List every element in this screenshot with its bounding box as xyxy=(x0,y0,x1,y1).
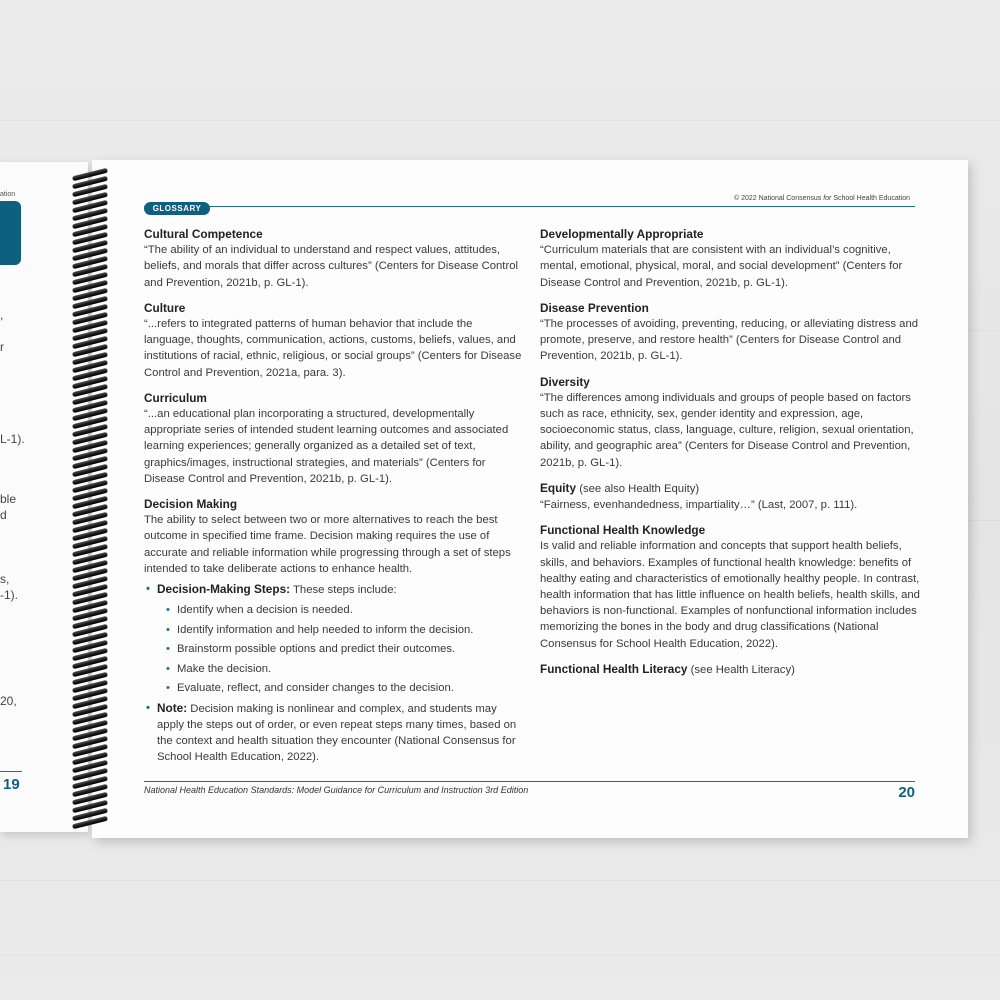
list-item: • Identify when a decision is needed. xyxy=(157,602,522,618)
glossary-page xyxy=(92,160,968,838)
glossary-column-left xyxy=(144,226,522,775)
list-item: • Make the decision. xyxy=(157,661,522,677)
left-page-text-fragment: d xyxy=(0,508,7,522)
glossary-entry xyxy=(144,390,522,487)
glossary-definition: “...an educational plan incorporating a structured, developmentally appropriate series of intended student learning outcomes and associated learning experiences; generally organized as a detailed set of text, graphics/images, instructional strategies, and materials” (Centers for Disease Control and Prevention, 2021b, p. GL-1). xyxy=(144,408,509,485)
glossary-term: Decision Making xyxy=(144,497,238,512)
glossary-definition: “The ability of an individual to understand and respect values, attitudes, beliefs, and morals that differ across cultures” (Centers for Disease Control and Prevention, 2021b, p. GL-1). xyxy=(144,244,518,289)
decision-steps-item xyxy=(144,581,522,696)
glossary-definition: The ability to select between two or more alternatives to reach the best outcome in specified time frame. Decision making requires the use of accurate and reliable information while progressing through a set of steps intended to take deliberate actions to enhance health. xyxy=(144,514,511,575)
decision-note-item xyxy=(144,700,522,766)
glossary-definition: Is valid and reliable information and concepts that support health beliefs, skills, and behaviors. Examples of functional health knowledge: benefits of healthy eating and characteristics of emotionally healthy people. In contrast, health information that has little influence on health beliefs, health skills, and behaviors is non-functional. Examples of nonfunctional information includes memorizing the bones in the body and drug classifications (National Consensus for School Health Education, 2022). xyxy=(540,540,920,650)
glossary-term: Developmentally Appropriate xyxy=(540,227,704,241)
left-page-text-fragment: ble xyxy=(0,492,17,506)
glossary-definition: “The processes of avoiding, preventing, reducing, or alleviating distress and promote, preserve, and restore health” (Centers for Disease Control and Prevention, 2021b, p. GL-1). xyxy=(540,318,919,363)
glossary-term: Cultural Competence xyxy=(144,227,263,241)
glossary-column-right xyxy=(540,226,920,687)
glossary-entry xyxy=(144,496,522,766)
footer-rule xyxy=(144,781,915,782)
left-page-text-fragment: s, xyxy=(0,572,10,586)
left-page-text-fragment: , xyxy=(0,308,4,322)
header-rule xyxy=(144,206,915,207)
note-label: Note: xyxy=(157,700,188,715)
decision-steps-label: Decision-Making Steps: xyxy=(157,582,291,597)
glossary-term: Equity xyxy=(540,480,577,495)
note-text: Decision making is nonlinear and complex, and students may apply the steps out of order, or even repeat steps many times, based on the context and health situation they encounter (National Consensus for School Health Education, 2022). xyxy=(157,702,517,764)
glossary-definition: “Curriculum materials that are consistent with an individual’s cognitive, mental, emotional, physical, moral, and social development” (Centers for Disease Control and Prevention, 2021b, p. GL-1). xyxy=(540,244,903,289)
glossary-term: Diversity xyxy=(540,374,590,389)
decision-making-list xyxy=(144,581,522,766)
page-number: 20 xyxy=(898,784,915,801)
glossary-entry xyxy=(540,480,920,513)
left-page-text-fragment: r xyxy=(0,340,4,354)
glossary-definition: “The differences among individuals and groups of people based on factors such as race, ethnicity, sex, gender identity and expression, age, socioeconomic status, class, language, culture, religion, sexual orientation, ability, and geographic area” (Centers for Disease Control and Prevention, 2021b, p. GL-1). xyxy=(540,391,914,469)
copyright-notice: © 2022 National Consensus for School Health Education xyxy=(734,195,910,202)
section-badge: GLOSSARY xyxy=(144,202,210,215)
glossary-entry xyxy=(540,374,920,471)
glossary-term: Culture xyxy=(144,300,186,315)
glossary-term: Curriculum xyxy=(144,390,207,405)
glossary-term: Disease Prevention xyxy=(540,300,649,315)
decision-steps-intro: These steps include: xyxy=(290,584,397,597)
glossary-definition: “...refers to integrated patterns of human behavior that include the language, thoughts, communication, actions, customs, beliefs, values, and institutions of racial, ethnic, religious, or social groups” (Centers for Disease Control and Prevention, 2021a, para. 3). xyxy=(144,318,522,379)
glossary-entry xyxy=(540,522,920,652)
glossary-entry xyxy=(144,300,522,381)
left-page-text-fragment: -1). xyxy=(0,588,18,602)
glossary-entry xyxy=(540,300,920,365)
list-item: • Evaluate, reflect, and consider changes to the decision. xyxy=(157,680,522,696)
left-page-text-fragment: L-1). xyxy=(0,432,25,446)
left-page-number: 19 xyxy=(3,776,20,793)
spiral-binding xyxy=(68,172,112,836)
list-item: • Brainstorm possible options and predict their outcomes. xyxy=(157,641,522,657)
glossary-entry xyxy=(540,661,920,678)
see-also-reference: (see also Health Equity) xyxy=(576,482,700,495)
decision-steps-sublist xyxy=(157,602,522,696)
glossary-term: Functional Health Literacy xyxy=(540,661,688,676)
glossary-entry xyxy=(540,226,920,291)
footer-title: National Health Education Standards: Model Guidance for Curriculum and Instruction 3rd Edition xyxy=(144,785,529,795)
left-page-tab xyxy=(0,201,21,265)
glossary-term: Functional Health Knowledge xyxy=(540,523,706,538)
glossary-entry xyxy=(144,226,522,291)
left-page-text-fragment: 20, xyxy=(0,694,17,708)
glossary-definition: “Fairness, evenhandedness, impartiality…” (Last, 2007, p. 111). xyxy=(540,499,858,512)
list-item: • Identify information and help needed to inform the decision. xyxy=(157,622,522,638)
see-also-reference: (see Health Literacy) xyxy=(687,663,795,676)
left-page-header-fragment: ation xyxy=(0,191,16,198)
left-page-footer-rule xyxy=(0,771,22,772)
